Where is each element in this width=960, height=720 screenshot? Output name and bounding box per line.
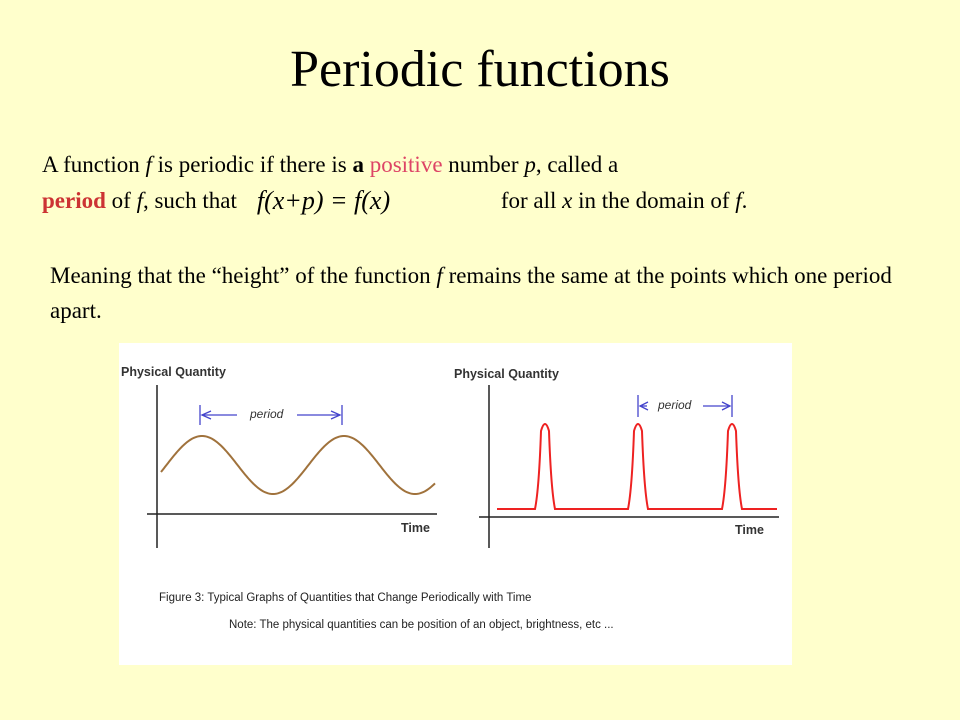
- text: A function: [42, 152, 146, 177]
- figure-note: Note: The physical quantities can be position of an object, brightness, etc ...: [229, 619, 614, 631]
- text: .: [741, 188, 748, 213]
- var-f: f: [145, 152, 152, 177]
- figure-graphics: [119, 343, 792, 665]
- right-x-label: Time: [735, 523, 764, 537]
- text: in the domain of: [572, 188, 736, 213]
- right-y-label: Physical Quantity: [454, 367, 559, 381]
- var-f: f: [735, 188, 742, 213]
- left-period-label: period: [250, 407, 284, 421]
- var-x: x: [562, 188, 573, 213]
- periodic-graphs-figure: [119, 343, 792, 665]
- text: is periodic if there is: [151, 152, 353, 177]
- text: , called a: [535, 152, 619, 177]
- page-title: Periodic functions: [290, 41, 670, 98]
- text: remains the same at the points which one period apart.: [50, 263, 892, 323]
- left-y-label: Physical Quantity: [121, 365, 226, 379]
- meaning-paragraph: [50, 258, 930, 328]
- emphasis-a: a: [352, 152, 364, 177]
- left-x-label: Time: [401, 521, 430, 535]
- text: , such that: [142, 188, 237, 213]
- period-equation: f(x+p) = f(x): [256, 186, 391, 215]
- emphasis-period: period: [42, 188, 106, 213]
- text: Meaning that the “height” of the function: [50, 263, 437, 288]
- text: of: [105, 188, 137, 213]
- figure-caption: Figure 3: Typical Graphs of Quantities that Change Periodically with Time: [159, 592, 532, 604]
- text: for all: [500, 188, 563, 213]
- right-period-label: period: [658, 398, 692, 412]
- var-p: p: [524, 152, 536, 177]
- var-f: f: [436, 263, 443, 288]
- emphasis-positive: positive: [363, 152, 443, 177]
- text: number: [442, 152, 525, 177]
- pulse-train: [497, 424, 777, 509]
- sine-wave: [161, 436, 435, 494]
- definition-paragraph: [42, 147, 942, 219]
- var-f: f: [136, 188, 143, 213]
